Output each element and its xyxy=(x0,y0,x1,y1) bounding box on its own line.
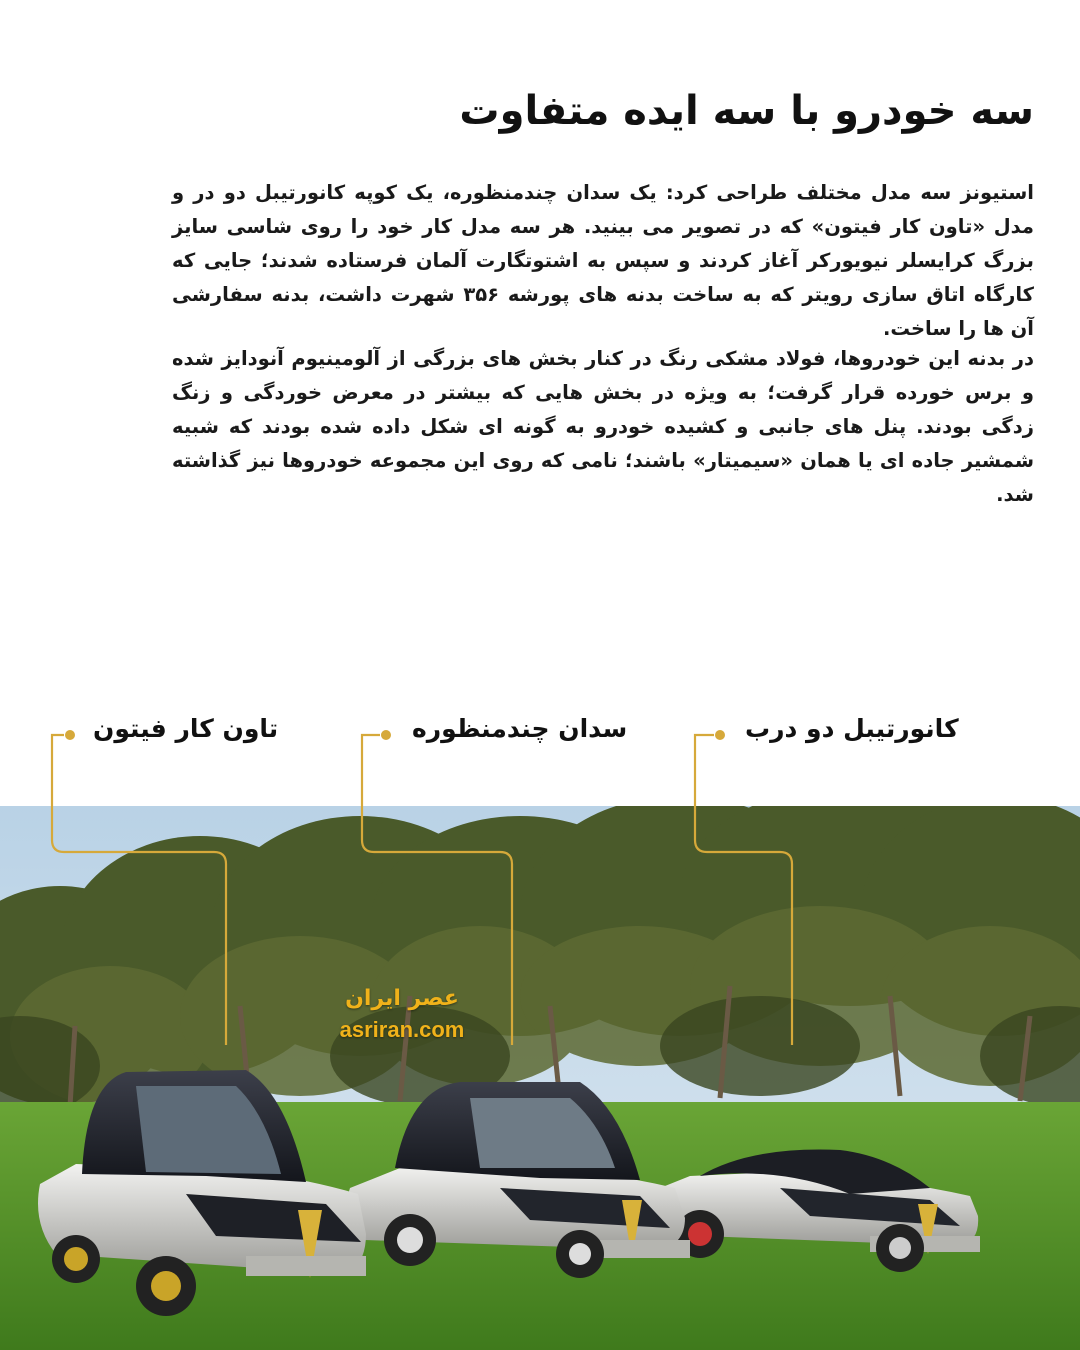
callout-dot-convertible xyxy=(715,730,725,740)
callout-dot-town-car xyxy=(65,730,75,740)
body-paragraph-1: استیونز سه مدل مختلف طراحی کرد: یک سدان چندمنظوره، یک کوپه کانورتیبل دو در و مدل «تاون کار فیتون» که در تصویر می بینید. هر سه مدل کار خود را روی شاسی سایز بزرگ کرایسلر نیویورکر آغاز کردند و سپس به اشتوتگارت آلمان فرستاده شدند؛ جایی که کارگاه اتاق سازی رویتر که به ساخت بدنه های پورشه ۳۵۶ شهرت داشت، بدنه سفارشی آن ها را ساخت. xyxy=(172,181,1034,340)
page-title: سه خودرو با سه ایده متفاوت xyxy=(459,88,1034,134)
watermark-name: عصر ایران xyxy=(345,986,459,1011)
label-town-car: تاون کار فیتون xyxy=(93,714,279,743)
label-convertible: کانورتیبل دو درب xyxy=(745,714,959,743)
watermark-site: asriran.com xyxy=(339,1017,465,1042)
body-paragraph-2: در بدنه این خودروها، فولاد مشکی رنگ در کنار بخش های بزرگی از آلومینیوم آنودایز شده و برس خورده قرار گرفت؛ به ویژه در بخش هایی که بیشتر در معرض خوردگی و زنگ زدگی بودند. پنل های جانبی و کشیده خودرو به گونه ای شکل داده شده بودند که شبیه شمشیر جاده ای یا همان «سیمیتار» باشند؛ نامی که روی این مجموعه خودروها نیز گذاشته شد. xyxy=(172,347,1034,506)
label-sedan: سدان چندمنظوره xyxy=(412,714,628,743)
watermark xyxy=(320,986,484,1043)
cars-photo xyxy=(0,806,1080,1350)
callout-dot-sedan xyxy=(381,730,391,740)
